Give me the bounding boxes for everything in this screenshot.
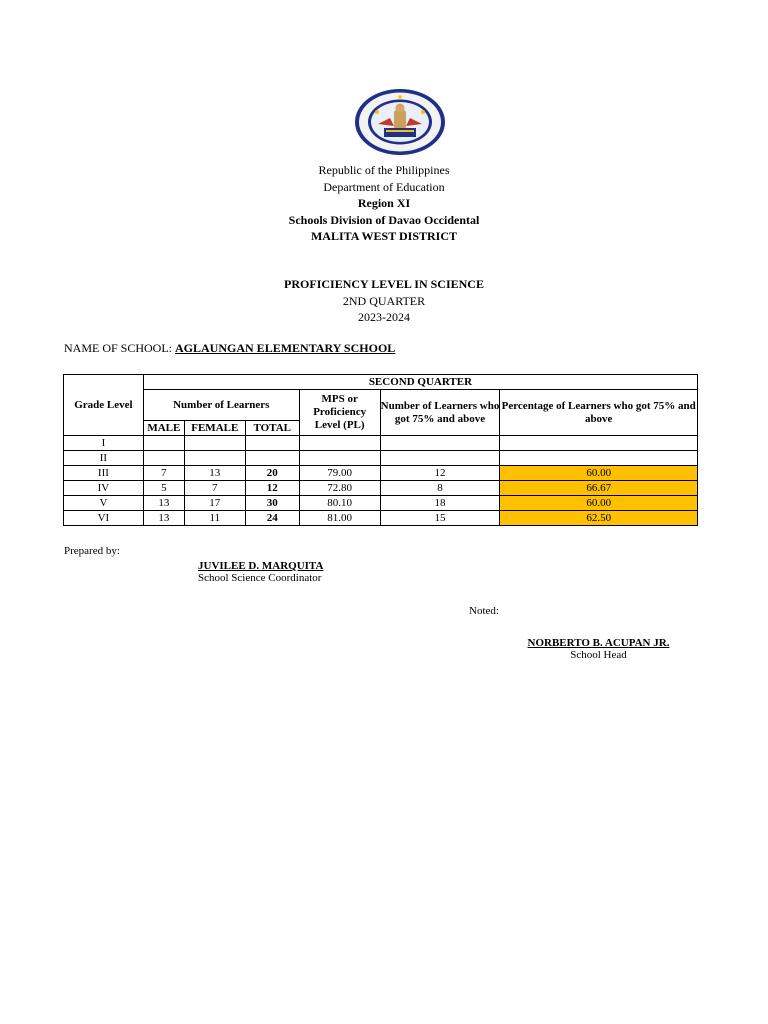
department-line: Department of Education: [323, 179, 445, 194]
division-line: Schools Division of Davao Occidental: [288, 212, 480, 227]
col-female: FEMALE: [184, 421, 245, 436]
mps-cell: [299, 436, 380, 451]
male-cell: 13: [143, 496, 184, 511]
preparer-title: School Science Coordinator: [198, 572, 322, 584]
female-cell: [184, 451, 245, 466]
female-cell: 7: [184, 481, 245, 496]
report-quarter: 2ND QUARTER: [342, 293, 426, 308]
col-grade-level: Grade Level: [64, 375, 144, 436]
prepared-by-label: Prepared by:: [64, 545, 120, 557]
republic-line: Republic of the Philippines: [318, 163, 450, 177]
num75-cell: 15: [380, 511, 500, 526]
report-title: [0, 276, 768, 326]
pct75-cell: 62.50: [500, 511, 698, 526]
col-total: TOTAL: [245, 421, 299, 436]
letterhead: [0, 162, 768, 245]
mps-cell: 79.00: [299, 466, 380, 481]
deped-seal-icon: [354, 88, 446, 156]
female-cell: 17: [184, 496, 245, 511]
male-cell: 13: [143, 511, 184, 526]
total-cell: 12: [245, 481, 299, 496]
total-cell: 20: [245, 466, 299, 481]
mps-cell: 80.10: [299, 496, 380, 511]
col-mps: MPS or Proficiency Level (PL): [299, 390, 380, 436]
mps-cell: 72.80: [299, 481, 380, 496]
female-cell: [184, 436, 245, 451]
report-year: 2023-2024: [358, 310, 410, 324]
report-title-main: PROFICIENCY LEVEL IN SCIENCE: [284, 277, 484, 291]
col-num-75: Number of Learners who got 75% and above: [380, 390, 500, 436]
grade-cell: I: [64, 436, 144, 451]
num75-cell: 12: [380, 466, 500, 481]
total-cell: [245, 451, 299, 466]
noted-label: Noted:: [469, 605, 499, 617]
pct75-cell: [500, 436, 698, 451]
grade-cell: II: [64, 451, 144, 466]
table-header-row: [64, 375, 698, 390]
table-row: [64, 496, 698, 511]
table-header-row: [64, 390, 698, 421]
num75-cell: [380, 436, 500, 451]
preparer-name: JUVILEE D. MARQUITA: [198, 560, 324, 572]
num75-cell: [380, 451, 500, 466]
pct75-cell: 66.67: [500, 481, 698, 496]
table-row: [64, 466, 698, 481]
head-signature: [527, 637, 670, 661]
district-line: MALITA WEST DISTRICT: [310, 229, 458, 243]
grade-cell: VI: [64, 511, 144, 526]
male-cell: [143, 436, 184, 451]
pct75-cell: 60.00: [500, 466, 698, 481]
proficiency-table: [63, 374, 698, 526]
grade-cell: V: [64, 496, 144, 511]
total-cell: 24: [245, 511, 299, 526]
table-row: [64, 451, 698, 466]
female-cell: 13: [184, 466, 245, 481]
grade-cell: III: [64, 466, 144, 481]
school-name: AGLAUNGAN ELEMENTARY SCHOOL: [175, 341, 396, 355]
col-pct-75: Percentage of Learners who got 75% and above: [500, 390, 698, 436]
col-number-of-learners: Number of Learners: [143, 390, 299, 421]
mps-cell: [299, 451, 380, 466]
preparer-signature: [198, 560, 323, 584]
female-cell: 11: [184, 511, 245, 526]
col-group-second-quarter: SECOND QUARTER: [143, 375, 697, 390]
grade-cell: IV: [64, 481, 144, 496]
num75-cell: 18: [380, 496, 500, 511]
mps-cell: 81.00: [299, 511, 380, 526]
total-cell: [245, 436, 299, 451]
col-male: MALE: [143, 421, 184, 436]
table-row: [64, 511, 698, 526]
male-cell: 7: [143, 466, 184, 481]
head-title: School Head: [570, 649, 627, 661]
school-line: [64, 341, 395, 356]
region-line: Region XI: [357, 196, 411, 210]
school-label: NAME OF SCHOOL:: [64, 341, 173, 355]
num75-cell: 8: [380, 481, 500, 496]
head-name: NORBERTO B. ACUPAN JR.: [527, 637, 670, 649]
table-row: [64, 436, 698, 451]
male-cell: 5: [143, 481, 184, 496]
total-cell: 30: [245, 496, 299, 511]
table-row: [64, 481, 698, 496]
pct75-cell: [500, 451, 698, 466]
male-cell: [143, 451, 184, 466]
pct75-cell: 60.00: [500, 496, 698, 511]
